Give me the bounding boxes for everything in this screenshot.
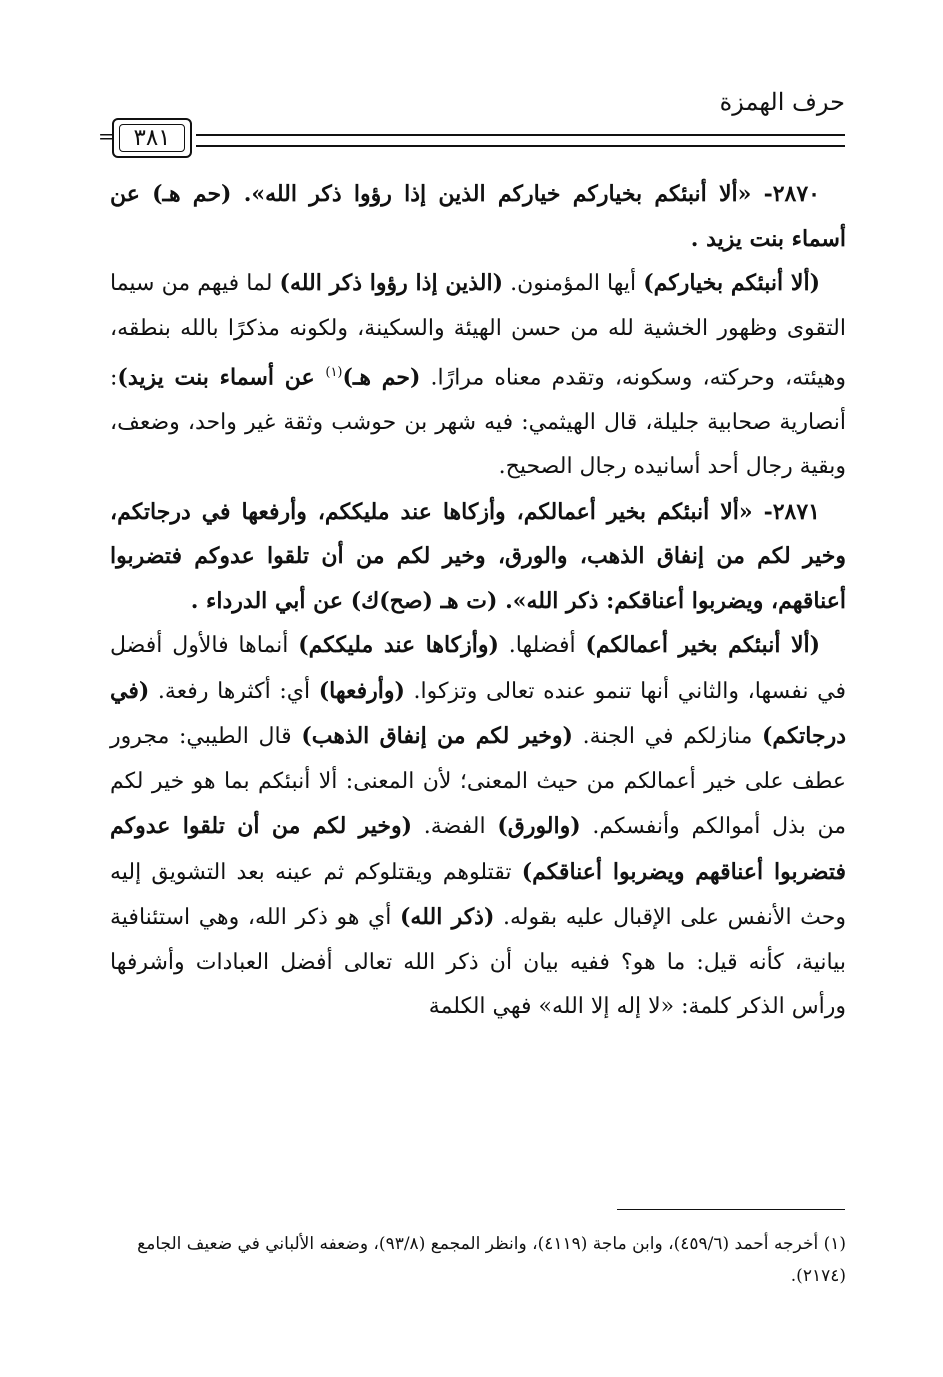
- quote: (ألا أنبئكم بخياركم): [643, 270, 820, 296]
- main-text: [110, 172, 846, 1030]
- quote: (وخير لكم من إنفاق الذهب): [301, 723, 573, 750]
- chapter-title: حرف الهمزة: [719, 88, 845, 116]
- text: فهي الكلمة: [428, 994, 539, 1020]
- footnote-1: (١) أخرجه أحمد (٤٥٩/٦)، وابن ماجة (٤١١٩)، وانظر المجمع (٩٣/٨)، وضعفه الألباني في ضعيف الجامع (٢١٧٤).: [137, 1234, 846, 1286]
- explanation-2871: [110, 623, 846, 1030]
- text: لما فيهم من سيما التقوى وظهور الخشية لله من حسن الهيئة والسكينة، ولكونه مذكرًا بالله بنطقه، وهيئته، وحركته، وسكونه، وتقدم معناه مرارًا.: [110, 271, 847, 391]
- quote: (ذكر الله): [400, 904, 495, 931]
- footnote: [112, 1228, 846, 1292]
- text: منازلكم في الجنة.: [572, 724, 762, 750]
- quote: «لا إله إلا الله»: [538, 994, 675, 1020]
- quote: عن أسماء بنت يزيد): [117, 364, 326, 391]
- quote: (حم هـ): [342, 364, 421, 391]
- header-rule: [196, 134, 845, 147]
- footnote-reference[interactable]: (١): [325, 365, 343, 380]
- text: أيها المؤمنون.: [503, 271, 644, 296]
- quote: (وخير لكم من أن تلقوا عدوكم فتضربوا أعناقهم ويضربوا أعناقكم): [110, 813, 846, 885]
- footnote-divider: [617, 1209, 845, 1210]
- quote: (وأرفعها): [318, 677, 405, 704]
- quote: (والورق): [497, 813, 581, 840]
- text: أنماها فالأول أفضل في نفسها، والثاني أنها تنمو عنده تعالى وتزكوا.: [110, 633, 846, 704]
- quote: (وأزكاها عند مليككم): [298, 632, 499, 659]
- header-mark: =: [98, 124, 115, 148]
- text: : أنصارية صحابية جليلة، قال الهيثمي: فيه شهر بن حوشب وثقة غير واحد، وضعف، وبقية رجال أحد أسانيده رجال الصحيح.: [110, 365, 846, 480]
- quote: (في درجاتكم): [110, 677, 847, 750]
- quote: (ألا أنبئكم بخير أعمالكم): [585, 632, 821, 659]
- quote: (الذين إذا رؤوا ذكر الله): [279, 270, 503, 296]
- text: أفضلها.: [498, 633, 586, 659]
- text: أي هو ذكر الله، وهي استئنافية بيانية، كأنه قيل: ما هو؟ ففيه بيان أن ذكر الله تعالى أفضل العبادات وأشرفها ورأس الذكر كلمة:: [110, 905, 846, 1020]
- text: أي: أكثرها رفعة.: [149, 678, 319, 704]
- text: تقتلوهم ويقتلوكم ثم عينه بعد التشويق إليه وحث الأنفس على الإقبال عليه بقوله.: [110, 859, 846, 931]
- explanation-2870: [110, 261, 846, 490]
- text: قال الطيبي: مجرور عطف على خير أعمالكم من حيث المعنى؛ لأن المعنى: ألا أنبئكم بما هو خير لكم من بذل أموالكم وأنفسكم.: [110, 724, 847, 840]
- page-number: ٣٨١: [119, 124, 185, 152]
- page-number-frame: [112, 118, 192, 158]
- hadith-2871: ٢٨٧١- «ألا أنبئكم بخير أعمالكم، وأزكاها عند مليككم، وأرفعها في درجاتكم، وخير لكم من إنفاق الذهب، والورق، وخير لكم من أن تلقوا عدوكم فتضربوا أعناقهم، ويضربوا أعناقكم: ذكر الله». (ت هـ (صح)ك) عن أبي الدرداء .: [110, 498, 846, 614]
- text: الفضة.: [412, 814, 498, 840]
- hadith-2870: ٢٨٧٠- «ألا أنبئكم بخياركم خياركم الذين إذا رؤوا ذكر الله». (حم هـ) عن أسماء بنت يزيد .: [110, 181, 846, 252]
